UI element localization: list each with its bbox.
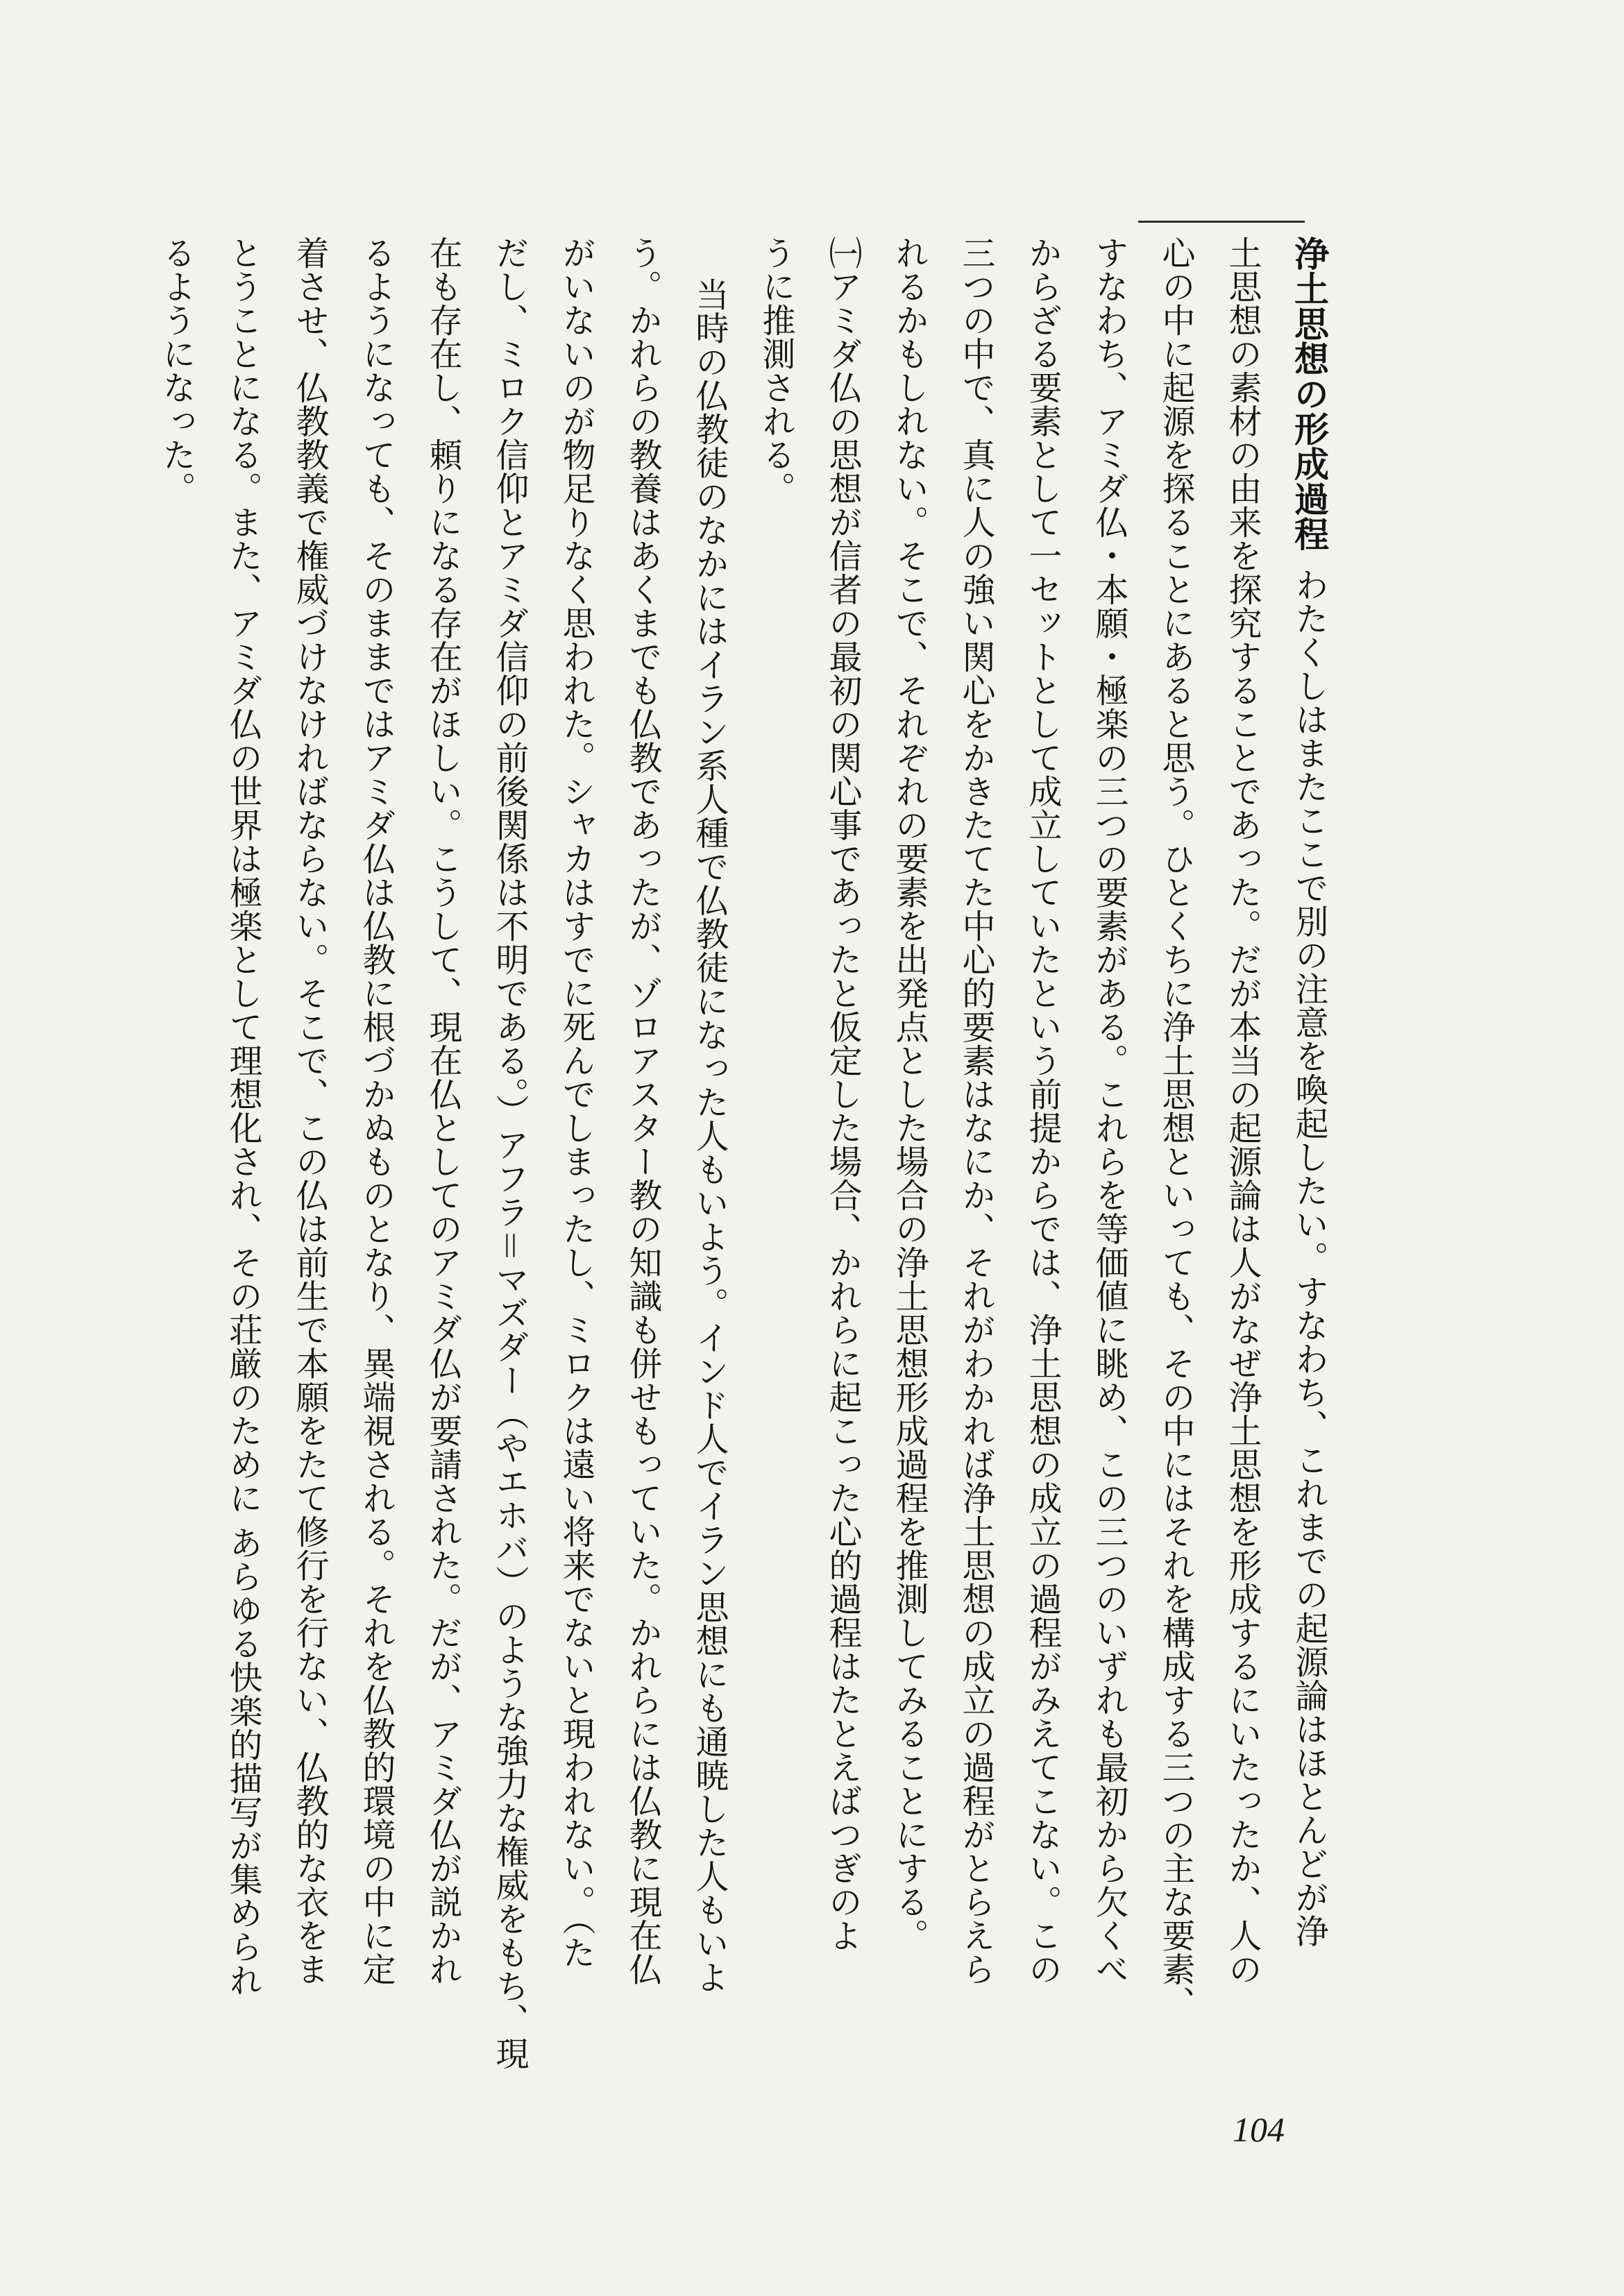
text-column: からざる要素として一セットとして成立していたという前提からでは、浄土思想の成立の過程がみえてこない。この bbox=[1023, 236, 1062, 1986]
text-column: 在も存在し、頼りになる存在がほしい。こうして、現在仏としてのアミダ仏が要請された。だが、アミダ仏が説かれ bbox=[423, 236, 462, 1986]
section-heading: 浄土思想の形成過程 bbox=[1289, 236, 1329, 552]
top-rule bbox=[1138, 221, 1305, 223]
text-column bbox=[1288, 236, 1330, 1948]
text-column: とうことになる。また、アミダ仏の世界は極楽として理想化され、その荘厳のために あらゆる快楽的描写が集められ bbox=[223, 236, 262, 1997]
text-column: うに推測される。 bbox=[756, 236, 795, 505]
text-column: 三つの中で、真に人の強い関心をかきたてた中心的要素はなにか、それがわかれば浄土思想の成立の過程がとらえら bbox=[956, 236, 995, 1986]
text-column: がいないのが物足りなく思われた。シャカはすでに死んでしまったし、ミロクは遠い将来でないと現われない。（た bbox=[557, 236, 595, 1969]
text-column: 当時の仏教徒のなかにはイラン系人種で仏教徒になった人もいよう。インド人でイラン思想にも通暁した人もいよ bbox=[690, 278, 729, 1994]
text-column: う。かれらの教養はあくまでも仏教であったが、ゾロアスター教の知識も併せもっていた。かれらには仏教に現在仏 bbox=[623, 236, 662, 1986]
text-column: 心の中に起源を探ることにあると思う。ひとくちに浄土思想といっても、その中にはそれを構成する三つの主な要素、 bbox=[1156, 236, 1195, 2020]
column-text: わたくしはまたここで別の注意を喚起したい。すなわち、これまでの起源論はほとんどが浄 bbox=[1289, 568, 1328, 1948]
text-column: るようになっても、そのままではアミダ仏は仏教に根づかぬものとなり、異端視される。それを仏教的環境の中に定 bbox=[357, 236, 396, 1986]
text-column: ㈠アミダ仏の思想が信者の最初の関心事であったと仮定した場合、かれらに起こった心的過程はたとえばつぎのよ bbox=[823, 236, 862, 1953]
text-column: るようになった。 bbox=[157, 236, 196, 505]
text-column: すなわち、アミダ仏・本願・極楽の三つの要素がある。これらを等価値に眺め、この三つのいずれも最初から欠くべ bbox=[1090, 236, 1128, 1986]
page-number: 104 bbox=[1233, 2110, 1285, 2149]
text-column: 着させ、仏教教義で権威づけなければならない。そこで、この仏は前生で本願をたて修行を行ない、仏教的な衣をま bbox=[290, 236, 329, 1986]
vertical-text-body bbox=[0, 236, 1331, 2206]
text-column: だし、ミロク信仰とアミダ信仰の前後関係は不明である。）アフラ＝マズダー（やエホバ）のような強力な権威をもち、現 bbox=[490, 236, 529, 2070]
text-column: れるかもしれない。そこで、それぞれの要素を出発点とした場合の浄土思想形成過程を推測してみることにする。 bbox=[890, 236, 929, 1953]
text-column: 土思想の素材の由来を探究することであった。だが本当の起源論は人がなぜ浄土思想を形成するにいたったか、人の bbox=[1223, 236, 1262, 1986]
